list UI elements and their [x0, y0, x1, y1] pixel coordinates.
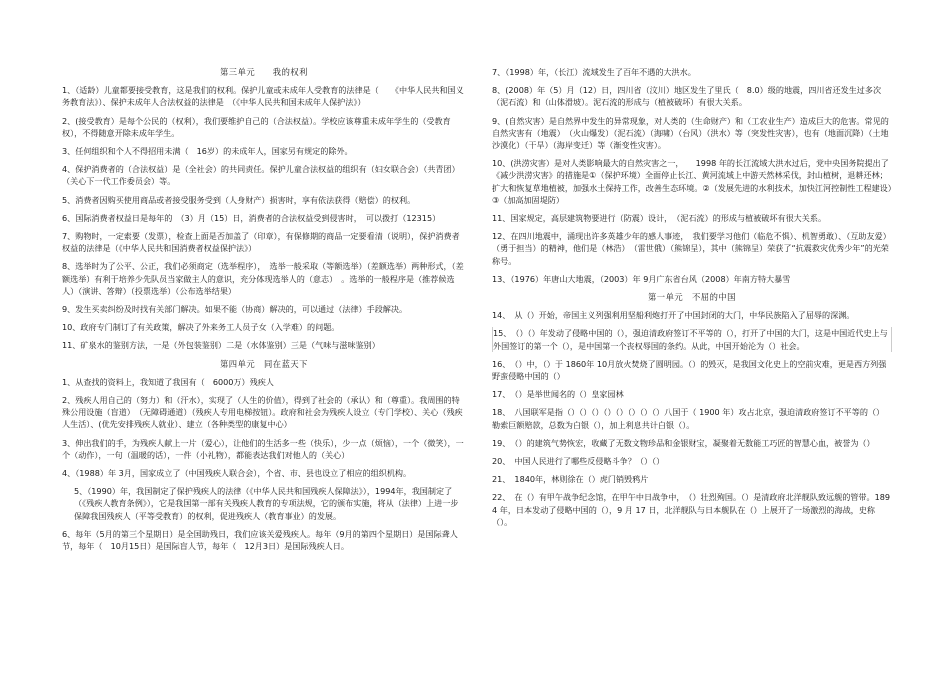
unit4-item: 3、伸出我们的手，为残疾人献上一片（爱心），让他们的生活多一些（快乐），少一点（烦恼），一个（微笑），一个（动作），一句（温暖的话），一件（小礼物），都能表达我们对他人的（关心） [62, 437, 464, 460]
unit4-list [62, 376, 466, 552]
unit1-item: 16、 （）中，（）于 1860年 10月放火焚烧了圆明园。（）的毁灭，是我国文化史上的空前灾难，更是西方列强野蛮侵略中国的（） [492, 358, 887, 382]
unit3-item: 3、任何组织和个人不得招用未满（ 16岁）的未成年人，国家另有规定的除外。 [62, 146, 353, 157]
disaster-list [492, 66, 892, 285]
disaster-item: 9、(自然灾害）是自然界中发生的异常现象，对人类的（生命财产）和（工农业生产）造成巨大的危害。常见的自然灾害有（地震） （火山爆发）（泥石流）（海啸）（台风）（洪水）等（突发性灾害），也有（地面沉降）（土地沙漠化）（干旱）（海岸变迁）等（渐变性灾害）。 [492, 115, 889, 151]
unit3-list [62, 84, 466, 351]
unit3-title: 第三单元 我的权利 [220, 67, 308, 77]
unit1-list [492, 309, 892, 528]
unit4-item: 6、每年（5月的第三个星期日）是全国助残日，我们应该关爱残疾人。每年（9月的第四个星期日）是国际聋人节，每年（ 10月15日）是国际盲人节，每年（ 12月3日）是国际残疾人日。 [62, 528, 458, 552]
unit1-item: 14、 从（）开始，帝国主义列强利用坚船利炮打开了中国封闭的大门，中华民族陷入了屈辱的深渊。 [492, 310, 855, 321]
unit3-item: 5、消费者因购买使用商品或者接受服务受到（人身财产）损害时，享有依法获得（赔偿）的权利。 [62, 194, 416, 205]
unit1-item: 20、 中国人民进行了哪些反侵略斗争？（）（） [492, 456, 665, 467]
unit4-title: 第四单元 同在蓝天下 [220, 358, 308, 369]
unit3-item: 10、政府专门制订了有关政策，解决了外来务工人员子女（入学难）的问题。 [62, 322, 340, 333]
disaster-item: 12、在四川地震中，涌现出许多英雄少年的感人事迹， 我们要学习他们（临危不惧）、机智勇敢）、（互助友爱）（勇于担当）的精神，他们是（林浩） （雷世俄）（熊锦呈），其中（熊锦呈）荣获了“抗震救灾优秀少年”的光荣称号。 [492, 231, 891, 266]
unit1-title: 第一单元 不屈的中国 [648, 292, 736, 303]
unit1-item: 17、 （）是举世闻名的（）皇家园林 [492, 389, 624, 400]
unit3-item: 11、矿泉水的鉴别方法，一是（外包装鉴别）二是（水体鉴别）三是（气味与滋味鉴别） [62, 340, 380, 351]
unit1-item: 15、 （）（）年发动了侵略中国的（），强迫清政府签订不平等的（），打开了中国的大门，这是中国近代史上与外国签订的第一个（），是中国第一个丧权辱国的条约。从此，中国开始沦为（）社会。 [492, 327, 892, 351]
unit1-item: 18、 八国联军是指（）（）（）（）（）（）（）（）八国于（ 1900 年）攻占北京，强迫清政府签订不平等的（）勒索巨额赔款，总数为白银（），加上利息共计白银（）。 [492, 407, 885, 430]
unit4-item: 2、残疾人用自己的（努力）和（汗水），实现了（人生的价值），得到了社会的（承认）和（尊重）。我周围的特殊公用设施（盲道） （无障碍通道）（残疾人专用电梯按钮）。政府和社会为残疾人设立（专门学校）、关心（残疾人生活）、(优先安排残疾人就业）、建立（各种类型的康复中心） [62, 395, 463, 430]
unit3-item: 2、(接受教育）是每个公民的（权利），我们要维护自己的（合法权益）。学校应该尊重未成年学生的（受教育权），不得随意开除未成年学生。 [62, 115, 451, 138]
disaster-item: 10、(洪涝灾害）是对人类影响最大的自然灾害之一， 1998 年的长江流域大洪水过后，党中央国务院提出了《减少洪涝灾害》的措施是①（保护环境）全面停止长江、黄河流域上中游天然林采伐，封山植树，退耕还林；扩大和恢复草地植被，加强水土保持工作，改善生态环境。②（发展先进的水利技术，加快江河控制性工程建设）③（加高加固堤防） [492, 158, 892, 205]
unit3-item: 9、发生买卖纠纷及时找有关部门解决。如果不能（协商）解决的，可以通过（法律）手段解决。 [62, 304, 408, 315]
right-column [492, 66, 892, 534]
disaster-item: 7、（1998）年，（长江）流域发生了百年不遇的大洪水。 [492, 67, 696, 77]
unit1-item: 19、 （）的建筑气势恢宏，收藏了无数文物珍品和金银财宝，凝聚着无数能工巧匠的智慧心血，被誉为（） [492, 437, 875, 448]
unit3-item: 6、国际消费者权益日是每年的 （3）月（15）日，消费者的合法权益受到侵害时， 可以拨打（12315） [62, 212, 441, 223]
unit4-item: 1、从查找的资料上，我知道了我国有（ 6000万）残疾人 [62, 376, 274, 387]
unit4-item: 5、（1990）年，我国制定了保护残疾人的法律（《中华人民共和国残疾人保障法》），1994年，我国制定了（《残疾人教育条例》），它是我国第一部有关残疾人教育的专项法规，它的颁布实施，将从（法律）上进一步保障我国残疾人（平等受教育）的权利，促进残疾人（教育事业）的发展。 [74, 486, 459, 521]
unit1-item: 22、 在（）有甲午战争纪念馆，在甲午中日战争中， （）壮烈殉国。（）是清政府北洋舰队致远舰的管带。1894 年，日本发动了侵略中国的（），9 月 17 日，北洋舰队与日本舰队在（）上展开了一场激烈的海战，史称（）。 [492, 492, 891, 527]
unit3-item: 4、保护消费者的（合法权益）是（全社会）的共同责任。保护儿童合法权益的组织有（妇女联合会）（共青团）（关心下一代工作委员会）等。 [62, 164, 460, 187]
disaster-item: 11、国家规定，高层建筑物要进行（防震）设计， （泥石流）的形成与植被破坏有很大关系。 [492, 213, 827, 224]
unit4-item: 4、（1988）年 3月，国家成立了（中国残疾人联合会），个省、市、县也设立了相应的组织机构。 [62, 468, 412, 479]
disaster-item: 13、（1976）年唐山大地震，（2003）年 9月广东省台风（2008）年南方特大暴雪 [492, 273, 791, 284]
unit1-item: 21、 1840年，林则徐在（）虎门销毁鸦片 [492, 474, 649, 485]
unit3-item: 1、（适龄）儿童都要接受教育，这是我们的权利。保护儿童或未成年人受教育的法律是（ 《中华人民共和国义务教育法》）、保护未成年人合法权益的法律是 （《中华人民共和国未成年人保护法》） [62, 85, 464, 108]
unit3-item: 8、选举时为了公平、公正，我们必须商定（选举程序）， 选举一般采取（等额选举）（差额选举）两种形式，（差额选举）有利于培养少先队员当家做主人的意识，充分体现选举人的（意志） 。选举的一般程序是（推荐候选人）（演讲、答辩）（投票选举）（公布选举结果） [62, 261, 464, 296]
disaster-item: 8、(2008）年（5）月（12）日，四川省（汶川）地区发生了里氏（ 8.0）级的地震，四川省还发生过多次（泥石流）和（山体滑坡）。泥石流的形成与（植被破坏）有很大关系。 [492, 85, 882, 108]
left-column [62, 66, 466, 558]
unit3-item: 7、购物时，一定索要（发票），检查上面是否加盖了（印章），有保修期的商品一定要看清（说明），保护消费者权益的法律是（《中华人民共和国消费者权益保护法》） [62, 231, 460, 254]
